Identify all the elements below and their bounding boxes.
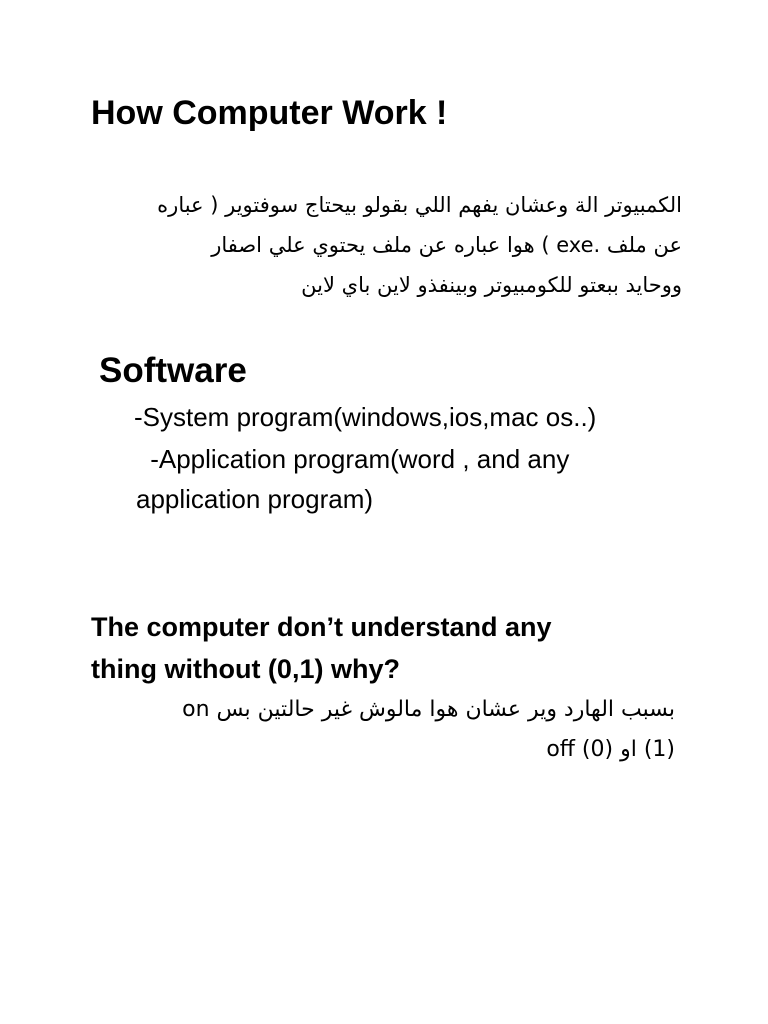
software-list-item-continuation: application program) xyxy=(136,484,374,514)
question-line: The computer don’t understand any xyxy=(91,612,552,642)
page-title: How Computer Work ! xyxy=(91,94,448,132)
answer-line: (1) او (0) off xyxy=(546,737,675,762)
question-line: thing without (0,1) why? xyxy=(91,654,400,684)
software-list-item: -System program(windows,ios,mac os..) xyxy=(134,402,597,432)
answer-paragraph xyxy=(130,690,675,770)
question-heading xyxy=(91,606,552,690)
arabic-intro-line: عن ملف .exe ) هوا عباره عن ملف يحتوي علي اصفار xyxy=(211,233,682,257)
arabic-intro-line: الكمبيوتر الة وعشان يفهم اللي بقولو بيحتاج سوفتوير ( عباره xyxy=(157,193,682,217)
software-list-item: -Application program(word , and any xyxy=(143,444,570,474)
arabic-intro-line: ووحايد ببعتو للكومبيوتر وبينفذو لاين باي لاين xyxy=(301,273,682,297)
answer-line: بسبب الهارد وير عشان هوا مالوش غير حالتين بس on xyxy=(182,697,675,722)
arabic-intro-paragraph xyxy=(92,185,682,305)
software-heading: Software xyxy=(99,351,247,390)
